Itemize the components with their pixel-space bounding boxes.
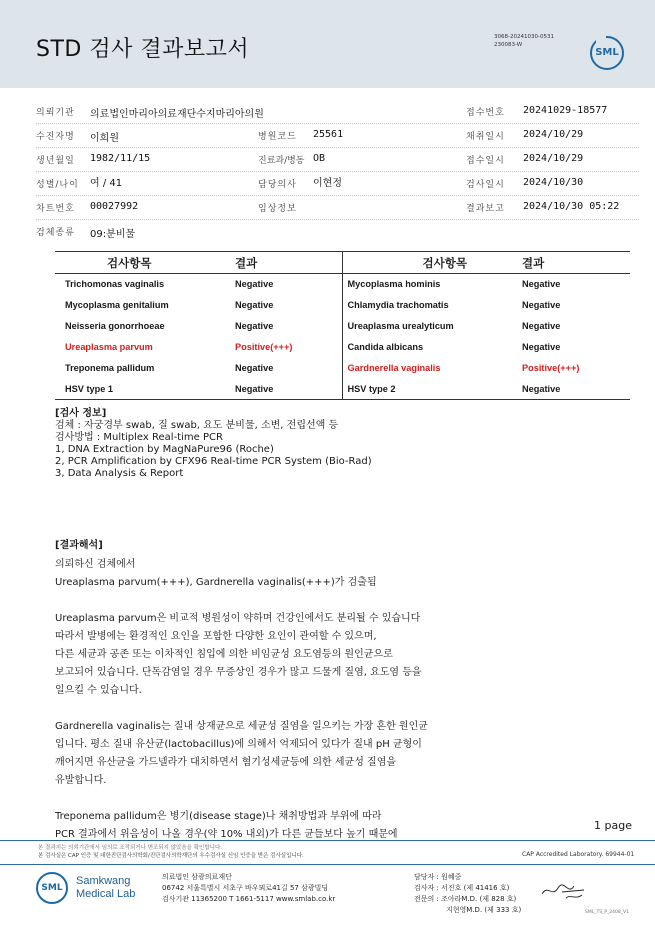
brand-line-2: Medical Lab — [76, 888, 136, 900]
footer-divider-bottom — [0, 864, 655, 865]
test-info-heading: [검사 정보] — [55, 408, 107, 419]
patient-value: 이희원 — [90, 133, 119, 144]
info-row-sex — [36, 172, 639, 196]
test-item: Neisseria gonorrhoeae — [65, 321, 165, 331]
interp-line: PCR 결과에서 위음성이 나올 경우(약 10% 내외)가 다른 균들보다 높기 때문에 — [55, 829, 398, 840]
test-item: Chlamydia trachomatis — [347, 300, 449, 310]
test-item-positive: Ureaplasma parvum — [65, 342, 153, 352]
col-header-item-right: 검사항목 — [342, 252, 522, 274]
chart-no-value: 00027992 — [90, 201, 139, 212]
test-result-positive: Positive(+++) — [235, 337, 342, 358]
staff-line: 지현영M.D. (제 333 호) — [446, 906, 522, 914]
clinical-info-label: 임상정보 — [258, 204, 297, 214]
chart-no-label: 차트번호 — [36, 204, 75, 214]
table-row — [55, 274, 630, 295]
report-header — [0, 0, 655, 88]
table-row — [55, 295, 630, 316]
hospital-code-value: 25561 — [313, 129, 344, 140]
brand-line-1: Samkwang — [76, 875, 131, 887]
test-result: Negative — [522, 379, 630, 400]
sex-age-label: 성별/나이 — [36, 180, 79, 190]
footer-sml-logo: SML — [36, 872, 68, 904]
test-item-positive: Gardnerella vaginalis — [347, 363, 441, 373]
staff-line: 전문의 : 조아라M.D. (제 828 호) — [414, 895, 517, 903]
collection-date-value: 2024/10/29 — [523, 129, 584, 140]
collection-date-label: 채취일시 — [466, 132, 505, 142]
footer-address — [162, 872, 335, 905]
receipt-no-value: 20241029-18577 — [523, 105, 608, 116]
test-date-label: 검사일시 — [466, 180, 505, 190]
results-table — [55, 251, 630, 400]
cap-accreditation: CAP Accredited Laboratory. 69944-01 — [522, 851, 635, 858]
dept-value: OB — [313, 153, 326, 164]
institution-value: 의료법인마리아의료재단수지마리아의원 — [90, 109, 264, 120]
footer-brand — [76, 875, 135, 901]
interpretation-heading: [결과해석] — [55, 540, 103, 551]
footer-notice-2: 본 검사실은 CAP 인증 및 대한진단검사의학회/진단검사의학재단의 우수검사실 신임 인증을 받은 검사실입니다. — [38, 853, 304, 859]
interp-line: 의뢰하신 검체에서 — [55, 559, 136, 570]
test-item: HSV type 1 — [55, 379, 235, 400]
table-row — [55, 337, 630, 358]
dept-label: 진료과/병동 — [258, 156, 305, 166]
interp-line: 입니다. 평소 질내 유산균(lactobacillus)에 의해서 억제되어 있다가 질내 pH 균형이 — [55, 739, 422, 750]
test-info-step2: 2, PCR Amplification by CFX96 Real-time PCR System (Bio-Rad) — [55, 456, 372, 467]
test-result: Negative — [235, 379, 342, 400]
test-item: HSV type 2 — [342, 379, 522, 400]
footer-staff — [414, 872, 521, 916]
report-codes — [494, 33, 554, 49]
table-row — [55, 379, 630, 400]
staff-line: 담당자 : 원혜중 — [414, 873, 462, 881]
test-result: Negative — [522, 300, 561, 310]
test-result: Negative — [235, 358, 342, 379]
test-result-positive: Positive(+++) — [522, 363, 580, 373]
info-row-dob — [36, 148, 639, 172]
table-row — [55, 358, 630, 379]
report-code-1: 3068-20241030-0531 — [494, 34, 554, 40]
info-row-specimen — [36, 220, 639, 244]
footer-contact: 검사기관 11365200 T 1661-5117 www.smlab.co.kr — [162, 895, 336, 903]
test-item: Treponema pallidum — [65, 363, 155, 373]
interp-line: Treponema pallidum은 병기(disease stage)나 채취방법과 부위에 따라 — [55, 811, 382, 822]
info-row-patient — [36, 124, 639, 148]
test-result: Negative — [235, 274, 342, 295]
test-result: Negative — [235, 295, 342, 316]
col-header-result-right: 결과 — [522, 252, 630, 274]
test-info-specimen: 검체 : 자궁경부 swab, 질 swab, 요도 분비물, 소변, 전립선액 등 — [55, 420, 339, 431]
receipt-date-label: 접수일시 — [466, 156, 505, 166]
interp-line: 유발합니다. — [55, 775, 107, 786]
interpretation-section — [55, 537, 495, 844]
test-date-value: 2024/10/30 — [523, 177, 584, 188]
document-number: SML_TS_P_2408_V1 — [585, 910, 629, 915]
test-result: Negative — [522, 342, 561, 352]
page-number: 1 page — [594, 819, 632, 832]
receipt-date-value: 2024/10/29 — [523, 153, 584, 164]
interp-line: 일으킬 수 있습니다. — [55, 685, 142, 696]
table-row — [55, 316, 630, 337]
dob-label: 생년월일 — [36, 156, 75, 166]
test-item: Candida albicans — [347, 342, 424, 352]
sml-logo: SML — [590, 36, 624, 70]
interp-line: 따라서 발병에는 환경적인 요인을 포함한 다양한 요인이 관여할 수 있으며, — [55, 631, 377, 642]
sex-age-value: 여 / 41 — [90, 178, 123, 189]
specimen-label: 검체종류 — [36, 228, 75, 238]
info-row-chart — [36, 196, 639, 220]
test-result: Negative — [522, 279, 561, 290]
staff-line: 검사자 : 서진호 (제 41416 호) — [414, 884, 510, 892]
signature-icon — [540, 880, 586, 902]
report-title: STD 검사 결과보고서 — [36, 37, 250, 62]
interp-line: 보고되어 있습니다. 단독감염일 경우 무증상인 경우가 많고 드물게 질염, 요도염 등을 — [55, 667, 422, 678]
test-item: Mycoplasma hominis — [347, 279, 441, 290]
patient-label: 수진자명 — [36, 132, 75, 142]
report-code-2: 230083-W — [494, 42, 523, 48]
results-header-row — [55, 252, 630, 274]
test-info-section — [55, 408, 372, 480]
interp-line: 다른 세균과 공존 또는 이차적인 침입에 의한 비임균성 요도염등의 원인균으로 — [55, 649, 393, 660]
interp-line: Ureaplasma parvum은 비교적 병원성이 약하며 건강인에서도 분리될 수 있습니다 — [55, 613, 421, 624]
report-date-label: 결과보고 — [466, 204, 505, 214]
report-date-value: 2024/10/30 05:22 — [523, 201, 620, 212]
test-info-step3: 3, Data Analysis & Report — [55, 468, 184, 479]
test-info-step1: 1, DNA Extraction by MagNaPure96 (Roche) — [55, 444, 274, 455]
institution-label: 의뢰기관 — [36, 108, 75, 118]
receipt-no-label: 접수번호 — [466, 108, 505, 118]
footer-org: 의료법인 삼광의료재단 — [162, 873, 232, 881]
test-item: Ureaplasma urealyticum — [347, 321, 454, 331]
footer-notice-1: 본 결과지는 의뢰기관에서 임의로 조작되거나 변조되지 않았음을 확인합니다. — [38, 845, 223, 851]
doctor-value: 이현정 — [313, 178, 342, 189]
test-item: Mycoplasma genitalium — [65, 300, 169, 310]
interp-line: 깨어지면 유산균을 가드넬라가 대치하면서 혐기성세균등에 의한 세균성 질염을 — [55, 757, 397, 768]
footer-divider-top — [0, 840, 655, 841]
doctor-label: 담당의사 — [258, 180, 297, 190]
info-row-institution — [36, 100, 639, 124]
dob-value: 1982/11/15 — [90, 153, 151, 164]
test-result: Negative — [235, 316, 342, 337]
test-result: Negative — [522, 321, 561, 331]
test-info-method: 검사방법 : Multiplex Real-time PCR — [55, 432, 223, 443]
col-header-result-left: 결과 — [235, 252, 342, 274]
interp-line: Ureaplasma parvum(+++), Gardnerella vaginalis(+++)가 검출됨 — [55, 577, 377, 588]
hospital-code-label: 병원코드 — [258, 132, 297, 142]
col-header-item-left: 검사항목 — [55, 252, 235, 274]
interp-line: Gardnerella vaginalis는 질내 상재균으로 세균성 질염을 일으키는 가장 흔한 원인균 — [55, 721, 428, 732]
test-item: Trichomonas vaginalis — [65, 279, 165, 290]
footer-addr-line: 06742 서울특별시 서초구 바우뫼로41길 57 삼광빌딩 — [162, 884, 329, 892]
specimen-value: 09:분비물 — [90, 229, 136, 240]
